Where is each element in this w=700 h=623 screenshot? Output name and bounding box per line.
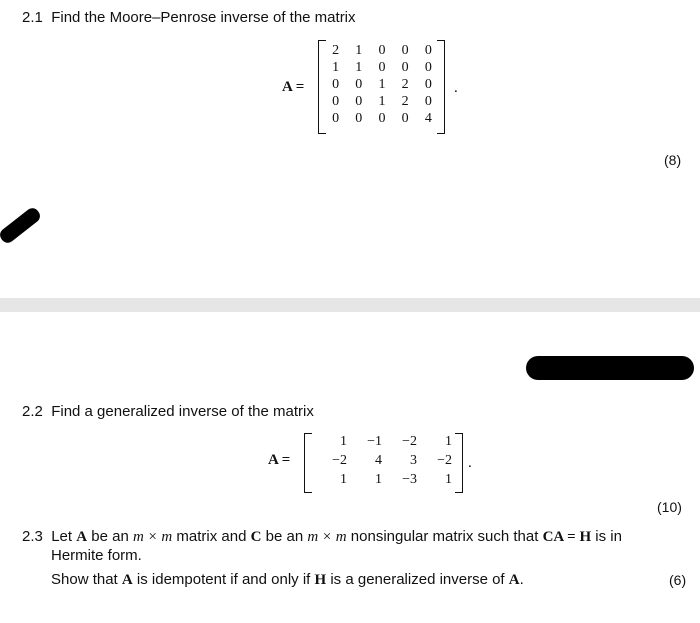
matrix-cell: −2	[332, 453, 347, 468]
matrix-label: A =	[268, 452, 291, 468]
matrix-cell: 0	[424, 77, 432, 92]
question-number: 2.3	[22, 528, 43, 545]
text: is a generalized inverse of	[326, 571, 509, 588]
matrix-cell: 1	[340, 472, 347, 487]
text: nonsingular matrix such that	[346, 528, 543, 545]
matrix-label: A =	[282, 79, 305, 95]
matrix-cell: 1	[332, 60, 340, 75]
question-2-3-line3	[51, 571, 524, 589]
marks-2-3: (6)	[669, 572, 687, 588]
matrix-cell: 1	[378, 77, 386, 92]
text: matrix and	[172, 528, 251, 545]
matrix-cell: 1	[340, 434, 347, 449]
matrix-cell: 0	[332, 111, 340, 126]
math-A: A	[76, 529, 88, 545]
matrix-row	[312, 470, 452, 489]
matrix-cell: 0	[424, 94, 432, 109]
math-dimension: m × m	[307, 529, 347, 545]
matrix-cell: 0	[401, 43, 409, 58]
math-equation: CA = H	[542, 529, 592, 545]
redaction-mark	[0, 205, 43, 245]
text: Let	[51, 528, 77, 545]
math-H: H	[314, 572, 327, 588]
matrix-row	[324, 59, 440, 76]
matrix-period: .	[454, 80, 458, 96]
matrix-row	[324, 93, 440, 110]
text: be an	[87, 528, 133, 545]
matrix-cell: 4	[424, 111, 432, 126]
matrix-cell: 0	[378, 111, 386, 126]
math-A: A	[121, 572, 133, 588]
matrix-2-1	[324, 42, 440, 127]
matrix-cell: 1	[375, 472, 382, 487]
matrix-cell: 2	[401, 94, 409, 109]
matrix-cell: 0	[355, 94, 363, 109]
matrix-cell: 0	[378, 60, 386, 75]
matrix-cell: 0	[401, 111, 409, 126]
math-dimension: m × m	[132, 529, 173, 545]
matrix-cell: 0	[401, 60, 409, 75]
text: is idempotent if and only if	[132, 571, 315, 588]
matrix-cell: 1	[378, 94, 386, 109]
matrix-cell: 0	[378, 43, 386, 58]
matrix-row	[324, 76, 440, 93]
matrix-cell: 1	[445, 434, 452, 449]
matrix-row	[324, 110, 440, 127]
matrix-cell: −2	[437, 453, 452, 468]
matrix-2-2	[312, 432, 452, 489]
matrix-right-bracket	[455, 433, 463, 493]
matrix-period: .	[468, 455, 472, 471]
marks-2-1: (8)	[664, 152, 682, 168]
matrix-right-bracket	[437, 40, 445, 134]
math-C: C	[250, 529, 262, 545]
matrix-cell: 1	[355, 43, 363, 58]
matrix-cell: 4	[375, 453, 382, 468]
page-separator	[0, 298, 700, 312]
matrix-row	[312, 432, 452, 451]
matrix-cell: 0	[355, 77, 363, 92]
matrix-cell: 2	[401, 77, 409, 92]
question-number: 2.2	[22, 403, 43, 420]
text: be an	[261, 528, 308, 545]
question-number: 2.1	[22, 9, 43, 26]
matrix-cell: −1	[367, 434, 382, 449]
matrix-cell: 2	[332, 43, 340, 58]
redaction-bar	[526, 356, 694, 380]
question-2-3-line1	[22, 528, 622, 546]
text: .	[519, 571, 524, 588]
marks-2-2: (10)	[657, 499, 682, 515]
matrix-row	[324, 42, 440, 59]
question-text: Find a generalized inverse of the matrix	[51, 403, 314, 420]
question-2-3-line2: Hermite form.	[51, 547, 142, 564]
matrix-cell: 0	[332, 94, 340, 109]
matrix-left-bracket	[304, 433, 312, 493]
question-text: Find the Moore–Penrose inverse of the matrix	[51, 9, 356, 26]
matrix-cell: 0	[424, 60, 432, 75]
text: is in	[591, 528, 622, 545]
matrix-row	[312, 451, 452, 470]
matrix-cell: 1	[355, 60, 363, 75]
text: Show that	[51, 571, 122, 588]
matrix-cell: 0	[332, 77, 340, 92]
matrix-cell: 3	[410, 453, 417, 468]
matrix-cell: 0	[355, 111, 363, 126]
question-2-1-heading	[22, 9, 356, 26]
matrix-cell: −2	[402, 434, 417, 449]
matrix-cell: 0	[424, 43, 432, 58]
math-A: A	[508, 572, 520, 588]
question-2-2-heading	[22, 403, 314, 420]
matrix-cell: −3	[402, 472, 417, 487]
matrix-cell: 1	[445, 472, 452, 487]
